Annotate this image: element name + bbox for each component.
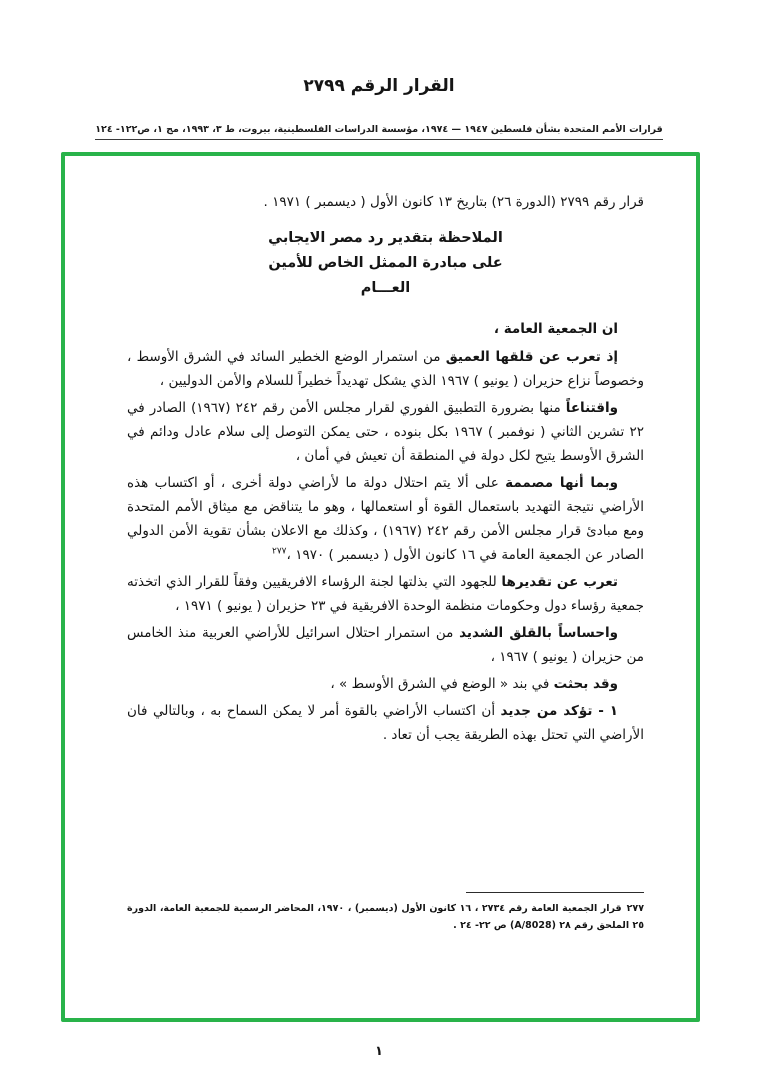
- resolution-heading: [127, 226, 644, 301]
- paragraph-3-text: على ألا يتم احتلال دولة ما لأراضي دولة أخرى ، أو اكتساب هذه الأراضي نتيجة التهديد باستعمال القوة أو استعمالها ، وهو ما يتناقض مع ميثاق الأمم المتحدة ومع مبادئ قرار مجلس الأمن رقم ٢٤٢ (١٩٦٧) ، وكذلك مع الاعلان بشأن تقوية الأمن الدولي الصادر عن الجمعية العامة في ١٦ كانون الأول ( ديسمبر ) ١٩٧٠ ،: [127, 475, 645, 563]
- paragraph-6: [127, 672, 644, 696]
- paragraph-5-text: من استمرار احتلال اسرائيل للأراضي العربية منذ الخامس من حزيران ( يونيو ) ١٩٦٧ ،: [127, 625, 644, 665]
- paragraph-1: [127, 345, 644, 393]
- paragraph-2-text: منها بضرورة التطبيق الفوري لقرار مجلس الأمن رقم ٢٤٢ (١٩٦٧) الصادر في ٢٢ تشرين الثاني ( نوفمبر ) ١٩٦٧ بكل بنوده ، حتى يمكن التوصل إلى سلام عادل ودائم في الشرق الأوسط يتيح لكل دولة في المنطقة أن تعيش في أمان ،: [127, 400, 645, 464]
- preamble-opener: ان الجمعية العامة ،: [493, 321, 618, 337]
- resolution-body: [127, 190, 644, 750]
- footnote-separator: [466, 892, 644, 893]
- content-frame: [61, 152, 700, 1022]
- footnote-marker: ٢٧٧: [626, 903, 645, 914]
- paragraph-7-text: أن اكتساب الأراضي بالقوة أمر لا يمكن السماح به ، وبالتالي فان الأراضي التي تحتل بهذه الطريقة يجب أن تعاد .: [127, 703, 644, 743]
- footnote-text: [127, 900, 644, 934]
- document-header: [0, 76, 758, 140]
- paragraph-6-lead: وقد بحثت: [553, 676, 618, 692]
- paragraph-1-text: من استمرار الوضع الخطير السائد في الشرق الأوسط ، وخصوصاً نزاع حزيران ( يونيو ) ١٩٦٧ الذي يشكل تهديداً خطيراً للسلام والأمن الدوليين ،: [127, 349, 644, 389]
- paragraph-4-lead: تعرب عن تقديرها: [501, 574, 618, 590]
- paragraph-7: [127, 699, 644, 747]
- paragraph-3-lead: وبما أنها مصممة: [505, 475, 618, 491]
- paragraph-2-lead: واقتناعاً: [565, 400, 618, 416]
- footnote-reference: ٢٧٧: [272, 546, 287, 557]
- heading-line-1: الملاحظة بتقدير رد مصر الايجابي: [268, 230, 503, 246]
- paragraph-7-lead: ١ - تؤكد من جديد: [500, 703, 618, 719]
- footnote-body: قرار الجمعية العامة رقم ٢٧٣٤ ، ١٦ كانون الأول (ديسمبر) ، ١٩٧٠، المحاضر الرسمية للجمعية العامة، الدورة ٢٥ الملحق رقم ٢٨ (A/8028) ص ٢٢- ٢٤ .: [127, 903, 644, 931]
- paragraph-5: [127, 621, 644, 669]
- resolution-number-line: قرار رقم ٢٧٩٩ (الدورة ٢٦) بتاريخ ١٣ كانون الأول ( ديسمبر ) ١٩٧١ .: [263, 194, 644, 210]
- paragraph-1-lead: إذ تعرب عن قلقها العميق: [445, 349, 618, 365]
- paragraph-6-text: في بند « الوضع في الشرق الأوسط » ،: [330, 676, 554, 692]
- paragraph-2: [127, 396, 644, 468]
- paragraph-3: [127, 471, 644, 567]
- source-citation: قرارات الأمم المتحدة بشأن فلسطين ١٩٤٧ — ١٩٧٤، مؤسسة الدراسات الفلسطينية، بيروت، ط ٣، ١٩٩٣، مج ١، ص١٢٢- ١٢٤: [95, 124, 663, 140]
- resolution-title: القرار الرقم ٢٧٩٩: [303, 76, 455, 96]
- paragraph-4: [127, 570, 644, 618]
- heading-line-3: العـــام: [360, 280, 411, 296]
- paragraph-4-text: للجهود التي بذلتها لجنة الرؤساء الافريقيين وفقاً للقرار الذي اتخذته جمعية رؤساء دول وحكومات منظمة الوحدة الافريقية في ٢٣ حزيران ( يونيو ) ١٩٧١ ،: [127, 574, 644, 614]
- heading-line-2: على مبادرة الممثل الخاص للأمين: [268, 255, 503, 271]
- page-number: ١: [375, 1044, 383, 1059]
- paragraph-5-lead: واحساساً بالقلق الشديد: [459, 625, 618, 641]
- footnote-block: [127, 892, 644, 934]
